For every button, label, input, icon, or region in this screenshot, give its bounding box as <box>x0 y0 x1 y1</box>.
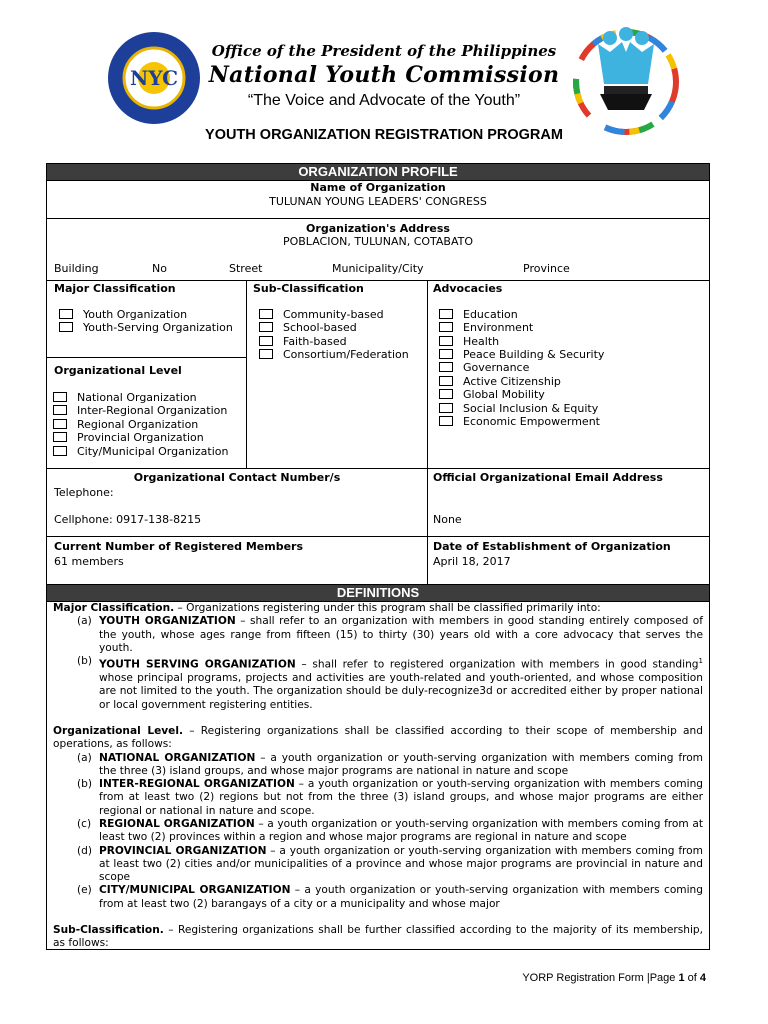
major-option-youth-serving[interactable]: Youth-Serving Organization <box>59 321 233 334</box>
tagline: “The Voice and Advocate of the Youth” <box>247 92 521 109</box>
checkbox[interactable] <box>59 322 73 332</box>
advocacy-citizenship[interactable]: Active Citizenship <box>439 375 561 388</box>
page-title: YOUTH ORGANIZATION REGISTRATION PROGRAM <box>205 127 563 143</box>
definitions-body: Major Classification. – Organizations registering under this program shall be classified primarily into: (a) YOUTH ORGANIZATION – shall refer to an organization with members in good standing entirely composed of the youth, whose ages range from fifteen (15) to thirty (30) years old with a core advocacy that serves the youth. (b) YOUTH SERVING ORGANIZATION – shall refer to registered organization with members in good standing$^1$ whose principal programs, projects and activities are youth-related and youth-oriented, and whose composition are not limited to the youth. The organization should be duly-recognize3d or accredited either by proper national or local government registering entities. Organizational Level. – Registering organizations shall be classified according to their scope of membership and operations, as follows: (a) NATIONAL ORGANIZATION – a youth organization or youth-serving organization with members coming from the three (3) island groups, and whose major programs are national in nature and scope (b) INTER-REGIONAL ORGANIZATION – a youth organization or youth-serving organization with members coming from at least two (2) regions but not from the three (3) island groups, and whose major programs are either regional or national in nature and scope. (c) REGIONAL ORGANIZATION – a youth organization or youth-serving organization with members coming from at least two (2) provinces within a region and whose major programs are regional in nature and scope (d) PROVINCIAL ORGANIZATION – a youth organization or youth-serving organization with members coming from at least two (2) cities and/or municipalities of a province and whose major programs are provincial in nature and scope (e) CITY/MUNICIPAL ORGANIZATION – a youth organization or youth-serving organization with members coming from at least two (2) barangays of a city or a municipality and whose major Sub-Classification. – Registering organizations shall be further classified according to the majority of its membership, as follows: <box>53 602 704 950</box>
checkbox[interactable] <box>259 336 273 346</box>
checkbox[interactable] <box>259 322 273 332</box>
checkbox[interactable] <box>439 389 453 399</box>
advocacy-education[interactable]: Education <box>439 308 518 321</box>
definitions-header: DEFINITIONS <box>47 585 709 601</box>
level-option-provincial[interactable]: Provincial Organization <box>53 431 204 444</box>
address-building-label: Building <box>54 262 99 275</box>
checkbox[interactable] <box>439 336 453 346</box>
members-value[interactable]: 61 members <box>54 555 124 568</box>
checkbox[interactable] <box>59 309 73 319</box>
sub-option-faith[interactable]: Faith-based <box>259 335 347 348</box>
contact-label: Organizational Contact Number/s <box>133 471 341 484</box>
checkbox[interactable] <box>439 362 453 372</box>
checkbox[interactable] <box>53 419 67 429</box>
advocacy-environment[interactable]: Environment <box>439 321 533 334</box>
agency-name: National Youth Commission <box>208 62 560 88</box>
email-label: Official Organizational Email Address <box>433 471 663 484</box>
def-provincial: (d) PROVINCIAL ORGANIZATION – a youth organization or youth-serving organization with members coming from at least two (2) cities and/or municipalities of a province and whose major programs are provincial in nature and scope <box>77 844 703 884</box>
org-level-label: Organizational Level <box>54 364 182 377</box>
advocacy-governance[interactable]: Governance <box>439 361 529 374</box>
sub-classification-label: Sub-Classification <box>253 282 364 295</box>
checkbox[interactable] <box>439 309 453 319</box>
def-youth-organization: (a) YOUTH ORGANIZATION – shall refer to an organization with members in good standing entirely composed of the youth, whose ages range from fifteen (15) to thirty (30) years old with a core advocacy that serves the youth. <box>77 615 703 654</box>
registration-form <box>46 163 710 950</box>
established-value[interactable]: April 18, 2017 <box>433 555 511 568</box>
def-youth-serving-organization: (b) YOUTH SERVING ORGANIZATION – shall refer to registered organization with members in good standing$^1$ whose principal programs, projects and activities are youth-related and youth-oriented, and whose composition are not limited to the youth. The organization should be duly-recognize3d or accredited either by proper national or local government registering entities. <box>77 655 703 711</box>
def-regional: (c) REGIONAL ORGANIZATION – a youth organization or youth-serving organization with members coming from at least two (2) provinces within a region and whose major programs are regional in nature and scope <box>77 817 703 844</box>
telephone-field[interactable]: Telephone: <box>54 486 114 499</box>
address-street-label: Street <box>229 262 263 275</box>
major-classification-label: Major Classification <box>54 282 176 295</box>
def-national: (a) NATIONAL ORGANIZATION – a youth organization or youth-serving organization with members coming from the three (3) island groups, and whose major programs are national in nature and scope <box>77 751 703 777</box>
org-name-value[interactable]: TULUNAN YOUNG LEADERS' CONGRESS <box>269 195 487 208</box>
advocacies-label: Advocacies <box>433 282 503 295</box>
checkbox[interactable] <box>259 309 273 319</box>
org-address-value[interactable]: POBLACION, TULUNAN, COTABATO <box>282 235 474 248</box>
svg-text:NYC: NYC <box>129 66 179 90</box>
advocacy-mobility[interactable]: Global Mobility <box>439 388 545 401</box>
org-address-label: Organization's Address <box>306 222 450 235</box>
advocacy-inclusion[interactable]: Social Inclusion & Equity <box>439 402 598 415</box>
address-province-label: Province <box>523 262 570 275</box>
checkbox[interactable] <box>53 446 67 456</box>
advocacy-health[interactable]: Health <box>439 335 499 348</box>
checkbox[interactable] <box>439 416 453 426</box>
level-option-regional[interactable]: Regional Organization <box>53 418 198 431</box>
cellphone-field[interactable]: Cellphone: 0917-138-8215 <box>54 513 202 526</box>
email-value[interactable]: None <box>433 513 462 526</box>
established-label: Date of Establishment of Organization <box>433 540 671 553</box>
members-label: Current Number of Registered Members <box>54 540 303 553</box>
checkbox[interactable] <box>53 392 67 402</box>
sub-option-school[interactable]: School-based <box>259 321 357 334</box>
checkbox[interactable] <box>53 432 67 442</box>
address-municipality-label: Municipality/City <box>332 262 424 275</box>
def-city-municipal: (e) CITY/MUNICIPAL ORGANIZATION – a youth organization or youth-serving organization with members coming from at least two (2) barangays of a city or a municipality and whose major <box>77 884 704 910</box>
organization-profile-header: ORGANIZATION PROFILE <box>47 164 709 180</box>
def-inter-regional: (b) INTER-REGIONAL ORGANIZATION – a youth organization or youth-serving organization with members coming from at least two (2) regions but not from the three (3) island groups, and whose major programs are either regional or national in nature and scope. <box>77 778 704 817</box>
checkbox[interactable] <box>439 403 453 413</box>
major-option-youth-org[interactable]: Youth Organization <box>59 308 187 321</box>
level-option-inter-regional[interactable]: Inter-Regional Organization <box>53 404 227 417</box>
level-option-city-municipal[interactable]: City/Municipal Organization <box>53 445 228 458</box>
advocacy-economic[interactable]: Economic Empowerment <box>439 415 600 428</box>
org-name-label: Name of Organization <box>310 181 446 194</box>
office-line: Office of the President of the Philippines <box>211 42 557 60</box>
address-no-label: No <box>152 262 167 275</box>
checkbox[interactable] <box>439 322 453 332</box>
checkbox[interactable] <box>53 405 67 415</box>
checkbox[interactable] <box>439 376 453 386</box>
checkbox[interactable] <box>259 349 273 359</box>
level-option-national[interactable]: National Organization <box>53 391 197 404</box>
checkbox[interactable] <box>439 349 453 359</box>
sub-option-consortium[interactable]: Consortium/Federation <box>259 348 409 361</box>
page-footer: YORP Registration Form |Page 1 of 4 <box>522 972 706 984</box>
sub-option-community[interactable]: Community-based <box>259 308 384 321</box>
advocacy-peace[interactable]: Peace Building & Security <box>439 348 604 361</box>
